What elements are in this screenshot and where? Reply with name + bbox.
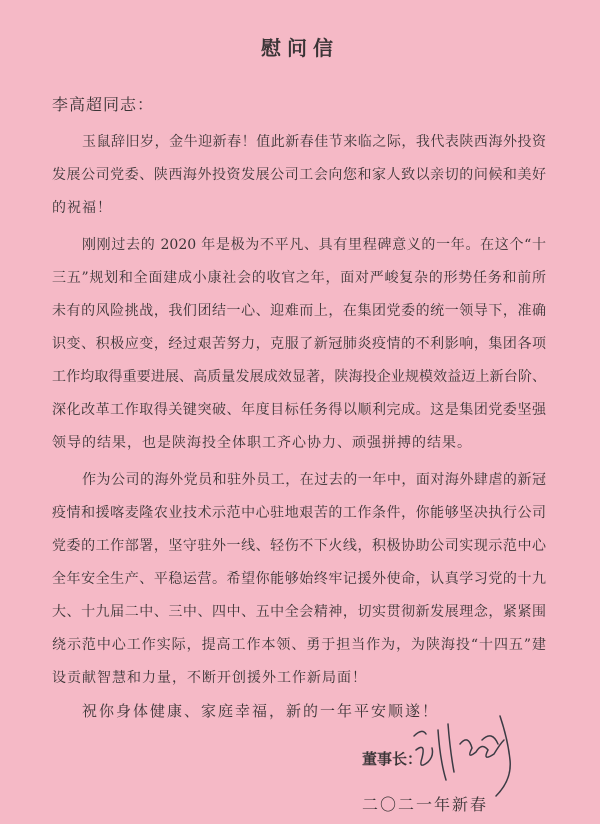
text-line: 绕示范中心工作实际，提高工作本领、勇于担当作为，为陕海投“十四五”建	[52, 637, 546, 653]
text-line: 未有的风险挑战，我们团结一心、迎难而上，在集团党委的统一领导下，准确	[52, 303, 546, 319]
text-line: 发展公司党委、陕西海外投资发展公司工会向您和家人致以亲切的问候和美好	[52, 167, 546, 183]
text-line: 领导的结果，也是陕海投全体职工齐心协力、顽强拼搏的结果。	[52, 435, 472, 451]
text-line: 大、十九届二中、三中、四中、五中全会精神，切实贯彻新发展理念，紧紧围	[52, 604, 546, 620]
signer-label: 董事长：	[362, 750, 423, 768]
paragraph	[52, 126, 546, 225]
text-line: 识变、积极应变，经过艰苦努力，克服了新冠肺炎疫情的不利影响，集团各项	[52, 336, 546, 352]
text-line: 深化改革工作取得关键突破、年度目标任务得以顺利完成。这是集团党委坚强	[52, 402, 546, 418]
text-line: 疫情和援喀麦隆农业技术示范中心驻地艰苦的工作条件，你能够坚决执行公司	[52, 505, 546, 521]
paragraph	[52, 464, 546, 695]
text-line: 的祝福！	[52, 200, 112, 216]
text-line: 全年安全生产、平稳运营。希望你能够始终牢记援外使命，认真学习党的十九	[52, 571, 546, 587]
letter-title: 慰问信	[261, 36, 339, 60]
letter-body	[52, 126, 546, 699]
text-line: 作为公司的海外党员和驻外员工，在过去的一年中，面对海外肆虐的新冠	[82, 472, 546, 488]
text-line: 设贡献智慧和力量，不断开创援外工作新局面！	[52, 670, 367, 686]
text-line: 三五”规划和全面建成小康社会的收官之年，面对严峻复杂的形势任务和前所	[52, 270, 546, 286]
text-line: 刚刚过去的 2020 年是极为不平凡、具有里程碑意义的一年。在这个“十	[82, 237, 546, 253]
salutation: 李高超同志：	[52, 95, 155, 114]
text-line: 工作均取得重要进展、高质量发展成效显著，陕海投企业规模效益迈上新台阶、	[52, 369, 546, 385]
letter-date: 二〇二一年新春	[362, 795, 489, 814]
closing-wishes: 祝你身体健康、家庭幸福，新的一年平安顺遂！	[82, 702, 440, 720]
handwritten-signature	[412, 700, 552, 804]
text-line: 党委的工作部署，坚守驻外一线、轻伤不下火线，积极协助公司实现示范中心	[52, 538, 546, 554]
paragraph	[52, 229, 546, 460]
text-line: 玉鼠辞旧岁，金牛迎新春！值此新春佳节来临之际，我代表陕西海外投资	[82, 134, 546, 150]
